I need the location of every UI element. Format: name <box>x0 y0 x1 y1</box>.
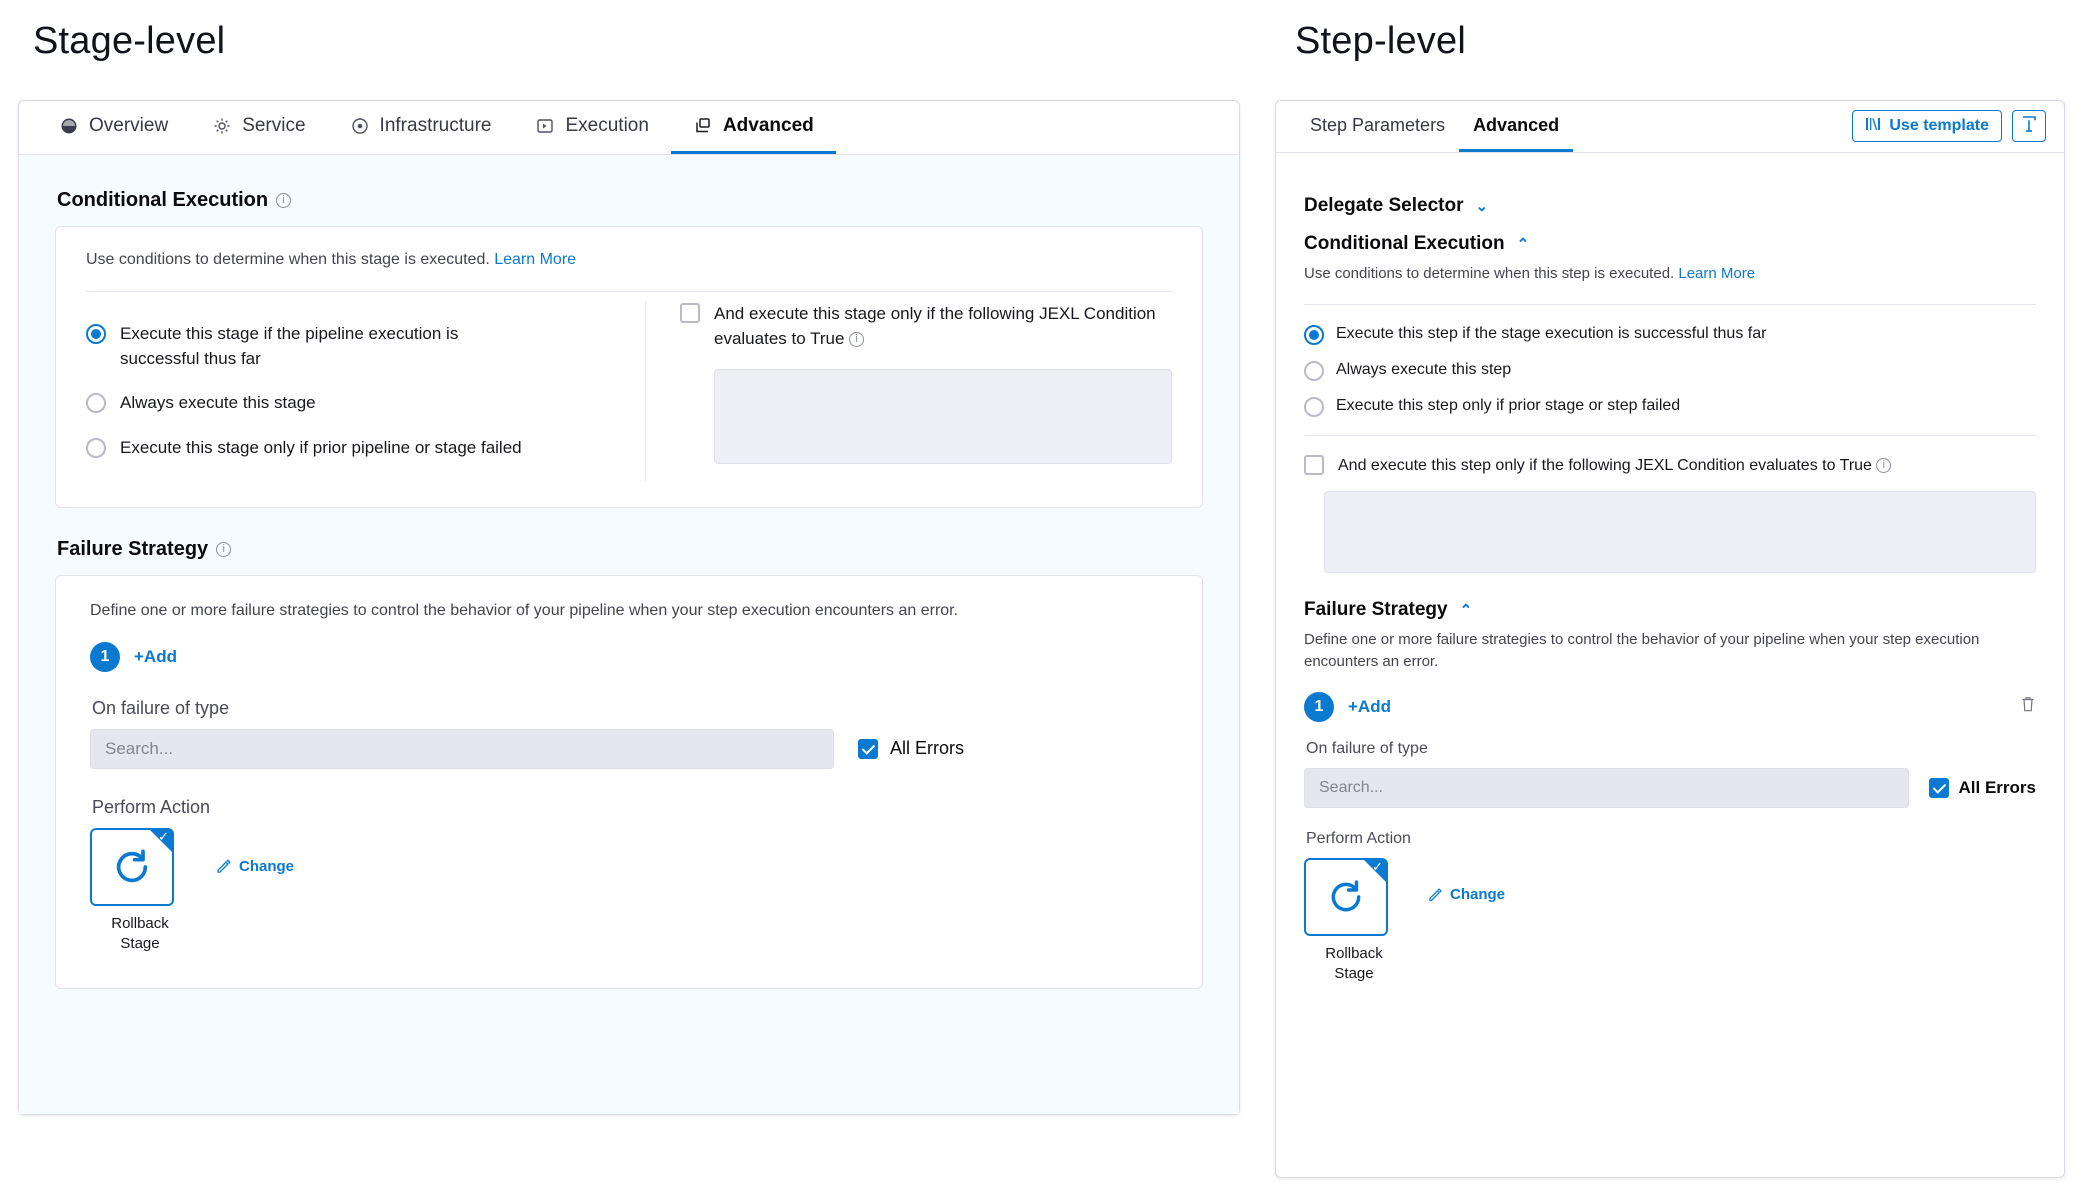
stage-action-tile-caption <box>90 914 190 955</box>
step-advanced-body <box>1276 153 2064 984</box>
stage-all-errors-checkbox-row[interactable] <box>858 738 964 759</box>
stage-failure-type-search[interactable] <box>90 729 834 769</box>
step-action-tile-caption <box>1304 944 1404 985</box>
step-conditional-execution-title: Conditional Execution <box>1304 233 1505 254</box>
step-radio-successful-label: Execute this step if the stage execution is successful thus far <box>1336 324 1767 342</box>
rollback-icon <box>1327 878 1365 916</box>
step-radio-prior-failed-label: Execute this step only if prior stage or step failed <box>1336 396 1681 414</box>
chevron-up-icon: ⌃ <box>1516 236 1530 253</box>
radio-icon <box>1304 397 1324 417</box>
stage-level-heading: Stage-level <box>33 20 226 62</box>
service-icon <box>212 116 232 136</box>
step-tabbar <box>1276 101 2064 153</box>
checkbox-icon <box>1304 455 1324 475</box>
step-level-panel <box>1275 100 2065 1178</box>
stage-jexl-checkbox-label <box>714 302 1172 351</box>
stage-level-panel <box>18 100 1240 1115</box>
stage-advanced-body <box>19 155 1239 1114</box>
stage-radio-prior-failed[interactable] <box>86 436 615 461</box>
step-jexl-input[interactable] <box>1324 491 2036 573</box>
learn-more-link[interactable]: Learn More <box>494 251 577 268</box>
tab-service-label: Service <box>242 115 306 136</box>
step-level-heading: Step-level <box>1295 20 1466 62</box>
step-radio-always[interactable] <box>1304 359 2036 381</box>
step-failure-strategy-title: Failure Strategy <box>1304 598 1448 620</box>
stage-jexl-input[interactable] <box>714 369 1172 464</box>
stage-action-tile-rollback-stage[interactable] <box>90 828 174 906</box>
checkbox-icon <box>1929 778 1949 798</box>
stage-radio-always-label: Always execute this stage <box>120 393 316 413</box>
step-failure-strategy-description: Define one or more failure strategies to control the behavior of your pipeline when your step execution encounters an error. <box>1304 630 1980 671</box>
step-all-errors-label: All Errors <box>1958 777 2036 797</box>
radio-icon <box>86 393 106 413</box>
step-on-failure-label: On failure of type <box>1306 739 1428 757</box>
step-action-tile-rollback-stage[interactable] <box>1304 858 1388 936</box>
tab-overview[interactable] <box>37 101 190 154</box>
failure-strategy-badge[interactable]: 1 <box>1304 692 1334 722</box>
chevron-up-icon: ⌃ <box>1459 601 1473 619</box>
step-radio-always-label: Always execute this step <box>1336 360 1512 378</box>
stage-action-tile-caption-line2: Stage <box>120 934 160 952</box>
stage-radio-successful-label: Execute this stage if the pipeline execution is successful thus far <box>120 324 459 368</box>
stage-perform-action-label: Perform Action <box>92 796 211 817</box>
step-failure-strategy-accordion[interactable] <box>1304 599 2036 621</box>
stage-conditional-execution-title-text: Conditional Execution <box>57 189 269 211</box>
tab-execution[interactable] <box>513 101 670 154</box>
stage-change-action-label: Change <box>239 857 295 875</box>
stage-jexl-checkbox-row[interactable] <box>680 302 1172 351</box>
overview-icon <box>59 116 79 136</box>
radio-icon <box>86 324 106 344</box>
stage-change-action-button[interactable] <box>216 858 294 875</box>
step-jexl-checkbox-row[interactable] <box>1304 454 2036 477</box>
stage-failure-strategy-description: Define one or more failure strategies to control the behavior of your pipeline when your step execution encounters an error. <box>90 601 959 619</box>
step-failure-type-search-placeholder: Search... <box>1319 778 1384 796</box>
divider <box>86 291 1172 292</box>
step-action-tile-caption-line1: Rollback <box>1325 944 1383 962</box>
stage-jexl-checkbox-label-text: And execute this stage only if the following JEXL Condition evaluates to True <box>714 304 1156 348</box>
step-perform-action-label: Perform Action <box>1306 829 1411 847</box>
check-icon: ✓ <box>1372 858 1383 874</box>
step-change-action-button[interactable] <box>1428 886 1505 903</box>
info-icon[interactable]: i <box>276 193 291 208</box>
tab-service[interactable] <box>190 101 327 154</box>
learn-more-link[interactable]: Learn More <box>1678 265 1756 282</box>
tab-step-parameters-label: Step Parameters <box>1310 114 1446 135</box>
stage-on-failure-label: On failure of type <box>92 697 230 718</box>
radio-icon <box>1304 361 1324 381</box>
info-icon[interactable]: i <box>216 542 231 557</box>
step-change-action-label: Change <box>1450 885 1506 903</box>
stage-action-tile-caption-line1: Rollback <box>111 914 169 932</box>
chevron-down-icon: ⌄ <box>1475 198 1489 215</box>
step-radio-prior-failed[interactable] <box>1304 395 2036 417</box>
divider <box>1304 435 2036 436</box>
tab-step-parameters[interactable] <box>1296 101 1459 152</box>
step-all-errors-checkbox-row[interactable] <box>1929 777 2036 798</box>
tab-step-advanced[interactable] <box>1459 101 1573 152</box>
add-failure-strategy-button[interactable]: +Add <box>1348 696 1391 716</box>
radio-icon <box>86 438 106 458</box>
stage-failure-strategy-title-text: Failure Strategy <box>57 537 209 560</box>
tab-infrastructure-label: Infrastructure <box>379 115 492 136</box>
template-library-icon <box>1865 116 1881 137</box>
stage-failure-strategy-card <box>55 575 1203 990</box>
execution-icon <box>535 116 555 136</box>
stage-failure-type-search-placeholder: Search... <box>105 738 174 758</box>
template-settings-button[interactable] <box>2012 110 2046 142</box>
stage-tabbar <box>19 101 1239 155</box>
info-icon[interactable]: i <box>849 332 864 347</box>
stage-conditional-execution-description: Use conditions to determine when this stage is executed. <box>86 251 490 268</box>
step-conditional-execution-description-row <box>1304 263 2036 286</box>
stage-conditional-execution-card <box>55 226 1203 508</box>
tab-execution-label: Execution <box>565 115 649 136</box>
tab-step-advanced-label: Advanced <box>1473 114 1560 135</box>
pencil-icon <box>1428 887 1443 902</box>
info-icon[interactable]: i <box>1876 458 1891 473</box>
step-delegate-selector-accordion[interactable] <box>1304 195 2036 217</box>
check-icon: ✓ <box>158 828 169 844</box>
template-icon <box>2021 115 2037 138</box>
tab-advanced-label: Advanced <box>722 115 814 136</box>
checkbox-icon <box>858 739 878 759</box>
stage-conditional-execution-title <box>57 189 1203 212</box>
tab-infrastructure[interactable] <box>328 101 514 154</box>
stage-radio-successful[interactable] <box>86 322 615 371</box>
stage-conditional-execution-description-row <box>86 251 1172 269</box>
step-conditional-execution-accordion[interactable] <box>1304 233 2036 255</box>
tab-advanced[interactable] <box>671 101 836 154</box>
infrastructure-icon <box>350 116 370 136</box>
rollback-icon <box>112 847 152 887</box>
step-jexl-checkbox-label <box>1338 454 1891 477</box>
step-failure-type-search[interactable] <box>1304 768 1909 808</box>
tab-overview-label: Overview <box>89 115 169 136</box>
stage-failure-strategy-title <box>57 538 1203 561</box>
use-template-label: Use template <box>1889 117 1989 134</box>
stage-all-errors-label: All Errors <box>890 738 965 759</box>
stage-radio-prior-failed-label: Execute this stage only if prior pipeline or stage failed <box>120 437 522 457</box>
step-delegate-selector-title: Delegate Selector <box>1304 195 1464 216</box>
stage-radio-always[interactable] <box>86 391 615 416</box>
step-jexl-checkbox-label-text: And execute this step only if the following JEXL Condition evaluates to True <box>1338 456 1872 474</box>
failure-strategy-badge[interactable]: 1 <box>90 642 120 672</box>
divider <box>1304 304 2036 305</box>
use-template-button[interactable] <box>1852 110 2002 142</box>
pencil-icon <box>216 858 232 874</box>
step-action-tile-caption-line2: Stage <box>1334 964 1374 982</box>
step-radio-successful[interactable] <box>1304 323 2036 345</box>
step-conditional-execution-description: Use conditions to determine when this step is executed. <box>1304 265 1675 282</box>
add-failure-strategy-button[interactable]: +Add <box>134 646 177 666</box>
radio-icon <box>1304 325 1324 345</box>
trash-icon[interactable] <box>2020 695 2036 718</box>
advanced-icon <box>693 116 713 136</box>
checkbox-icon <box>680 303 700 323</box>
